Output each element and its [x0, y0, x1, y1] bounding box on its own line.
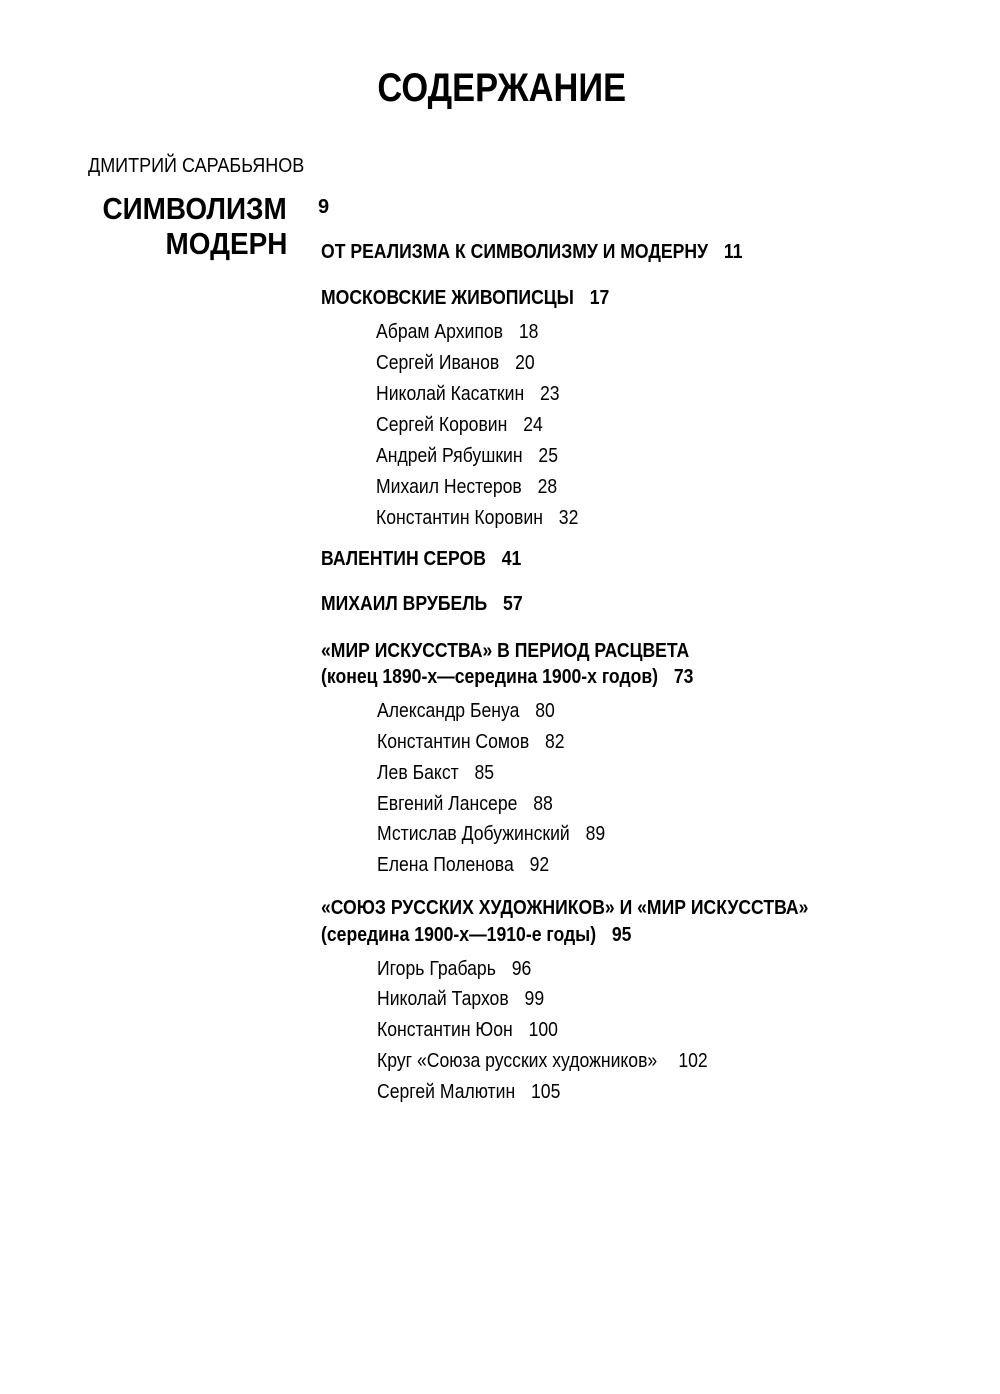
toc-item[interactable] — [377, 958, 531, 981]
item-name: Константин Коровин — [376, 507, 543, 529]
item-page: 20 — [515, 352, 535, 374]
section-title: МОСКОВСКИЕ ЖИВОПИСЦЫ — [321, 287, 574, 309]
item-page: 89 — [585, 823, 606, 845]
section-title: ОТ РЕАЛИЗМА К СИМВОЛИЗМУ И МОДЕРНУ — [321, 241, 709, 263]
item-name: Николай Касаткин — [376, 383, 525, 405]
toc-item[interactable] — [377, 823, 605, 846]
item-page: 99 — [524, 988, 545, 1010]
toc-item[interactable] — [377, 1019, 558, 1042]
item-page: 80 — [535, 700, 555, 722]
item-page: 23 — [540, 383, 560, 405]
item-name: Елена Поленова — [377, 854, 514, 876]
item-name: Сергей Малютин — [377, 1081, 516, 1103]
item-name: Сергей Иванов — [376, 352, 500, 374]
toc-item[interactable] — [376, 414, 543, 437]
toc-item[interactable] — [376, 476, 557, 499]
item-name: Мстислав Добужинский — [377, 823, 570, 845]
volume-title-line2: МОДЕРН — [165, 226, 287, 261]
author-name: ДМИТРИЙ САРАБЬЯНОВ — [88, 155, 305, 177]
item-name: Абрам Архипов — [376, 321, 504, 343]
toc-item[interactable] — [376, 352, 535, 375]
toc-section-realism[interactable] — [321, 241, 743, 264]
section-subtitle: (середина 1900-х—1910-е годы) — [321, 924, 597, 946]
section-page: 57 — [503, 593, 523, 615]
toc-section-moscow-painters[interactable] — [321, 287, 609, 310]
toc-item[interactable] — [376, 507, 578, 530]
item-page: 92 — [529, 854, 550, 876]
item-page: 100 — [528, 1019, 558, 1041]
page-title: СОДЕРЖАНИЕ — [377, 66, 627, 110]
item-name: Сергей Коровин — [376, 414, 508, 436]
section-page: 95 — [611, 924, 632, 946]
item-page: 24 — [523, 414, 543, 436]
toc-item[interactable] — [376, 321, 538, 344]
section-title: ВАЛЕНТИН СЕРОВ — [321, 548, 486, 570]
section-page: 73 — [673, 666, 694, 688]
item-page: 102 — [678, 1050, 708, 1072]
toc-section-serov[interactable] — [321, 548, 521, 571]
toc-item[interactable] — [377, 731, 565, 754]
section-page: 41 — [501, 548, 522, 570]
toc-item[interactable] — [376, 383, 560, 406]
item-page: 85 — [474, 762, 495, 784]
item-page: 88 — [533, 793, 553, 815]
toc-section-soyuz-subtitle[interactable] — [321, 924, 631, 947]
section-page: 17 — [589, 287, 610, 309]
toc-item[interactable] — [377, 1081, 560, 1104]
section-title: «МИР ИСКУССТВА» В ПЕРИОД РАСЦВЕТА — [321, 640, 690, 662]
section-page: 11 — [723, 241, 743, 263]
item-name: Андрей Рябушкин — [376, 445, 523, 467]
item-name: Константин Юон — [377, 1019, 513, 1041]
item-name: Лев Бакст — [377, 762, 459, 784]
item-name: Игорь Грабарь — [377, 958, 496, 980]
volume-title-line1: СИМВОЛИЗМ — [102, 191, 287, 226]
toc-item[interactable] — [377, 1050, 708, 1073]
toc-item[interactable] — [377, 854, 549, 877]
item-page: 28 — [537, 476, 558, 498]
toc-item[interactable] — [377, 793, 553, 816]
section-title: «СОЮЗ РУССКИХ ХУДОЖНИКОВ» И «МИР ИСКУССТВА» — [321, 897, 809, 919]
section-subtitle: (конец 1890-х—середина 1900-х годов) — [321, 666, 659, 688]
item-page: 25 — [538, 445, 558, 467]
item-name: Николай Тархов — [377, 988, 509, 1010]
toc-section-soyuz[interactable] — [321, 897, 808, 920]
toc-item[interactable] — [376, 445, 558, 468]
toc-item[interactable] — [377, 762, 494, 785]
toc-item[interactable] — [377, 700, 555, 723]
item-name: Константин Сомов — [377, 731, 530, 753]
toc-item[interactable] — [377, 988, 544, 1011]
toc-section-mir-iskusstva[interactable] — [321, 640, 689, 663]
item-page: 82 — [545, 731, 565, 753]
item-name: Круг «Союза русских художников» — [377, 1050, 658, 1072]
item-page: 32 — [558, 507, 579, 529]
item-name: Евгений Лансере — [377, 793, 518, 815]
item-page: 105 — [531, 1081, 561, 1103]
section-title: МИХАИЛ ВРУБЕЛЬ — [321, 593, 488, 615]
toc-section-mir-iskusstva-subtitle[interactable] — [321, 666, 693, 689]
item-page: 18 — [518, 321, 539, 343]
volume-page-number[interactable]: 9 — [318, 196, 330, 218]
item-name: Михаил Нестеров — [376, 476, 522, 498]
item-page: 96 — [511, 958, 532, 980]
toc-section-vrubel[interactable] — [321, 593, 523, 616]
item-name: Александр Бенуа — [377, 700, 520, 722]
